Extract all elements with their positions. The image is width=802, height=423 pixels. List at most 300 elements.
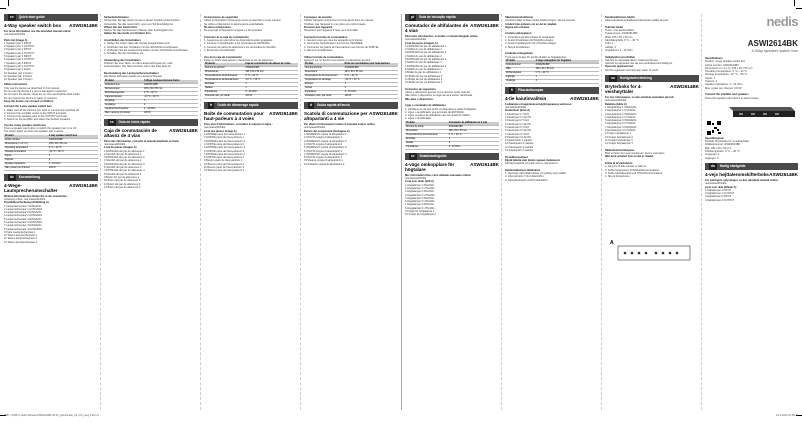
table-cell: Température de fonctionnement bbox=[304, 75, 344, 79]
text-line: Driftstemperatur: 0 °C ~ 40 °C bbox=[705, 150, 740, 154]
text-line: Inputs: 1 bbox=[705, 76, 715, 80]
text-line: Beschreibung des Lautsprecherumschalters bbox=[104, 72, 159, 76]
switch-box-figure bbox=[610, 240, 694, 266]
text-line: Osaluettelo (kuva A) bbox=[505, 109, 530, 113]
text-line: Mål: 195 x 60 x 55 mm bbox=[705, 146, 732, 150]
text-line: Instruções de segurança bbox=[405, 87, 436, 91]
section-header: fi Pika-aloitusopas bbox=[505, 87, 599, 94]
text-line: 12 Speaker pair 4 button bbox=[4, 78, 33, 82]
table-cell: 4 bbox=[244, 87, 298, 91]
text-line: ned.is/aswi2614bk bbox=[405, 38, 427, 42]
text-line: Tulot: 1 bbox=[605, 42, 614, 46]
table-cell: Temperatura de almacenamiento bbox=[204, 79, 244, 83]
spec-table bbox=[304, 63, 398, 99]
table-cell: 195 x 60 x 55 mm bbox=[244, 71, 298, 75]
text-line: Setzen Sie das Gerät keinem Wasser oder Feuchtigkeit aus. bbox=[104, 29, 174, 33]
table-cell: 4 - 16 Ohm bbox=[143, 107, 198, 111]
text-line: 5 Høyttalerpar 3 INNGANG bbox=[605, 119, 637, 123]
text-line: 9 Knapp för högtalarpar 1 bbox=[405, 209, 435, 213]
text-line: Pour plus d'informations, consultez le manuel en ligne : bbox=[204, 123, 273, 127]
text-line: Deleliste (bilde A) bbox=[605, 102, 627, 106]
table-cell: Número de artigo bbox=[405, 125, 448, 129]
text-line: 2 USCITA coppia di altoparlanti 1 bbox=[304, 136, 343, 140]
text-line: 9 Botón del par de altavoces 1 bbox=[104, 175, 140, 179]
section-title: 4-Way speaker switch box ASWI2614BK bbox=[4, 23, 98, 28]
text-line: Liste des pièces (image A) bbox=[204, 129, 237, 133]
text-line: 9 Bouton paire de haut-parleurs 1 bbox=[204, 159, 243, 163]
text-line: Connect the amplifier and speakers bbox=[705, 93, 749, 97]
text-line: Para más información, consulte el manual ampliado en línea: bbox=[104, 139, 180, 143]
table-cell: Temperatura de funcionamiento bbox=[204, 75, 244, 79]
text-line: 2 SORTIE paire de haut-parleurs 1 bbox=[204, 136, 245, 140]
switch-box-drawing bbox=[725, 104, 795, 118]
text-line: ned.is/aswi2614bk bbox=[405, 177, 427, 181]
text-block bbox=[4, 30, 98, 37]
text-line: Artikkelnummer: ASWI2614BK bbox=[705, 143, 741, 147]
spec-table bbox=[104, 80, 198, 116]
text-line: 10 Bouton paire de haut-parleurs 2 bbox=[204, 162, 245, 166]
text-line: 8 Högtalarpar 4 UTGÅNG bbox=[405, 206, 435, 210]
parts-list bbox=[4, 39, 98, 82]
table-cell: Température de stockage bbox=[304, 79, 344, 83]
text-line: 11 Bouton paire de haut-parleurs 3 bbox=[204, 166, 244, 170]
text-line: 5 ENTRADA do par de altifalantes 3 bbox=[405, 58, 447, 62]
text-block bbox=[605, 96, 699, 178]
table-cell: 1 bbox=[48, 154, 98, 158]
table-cell: Boîte de commutation pour haut-parleurs bbox=[344, 63, 398, 67]
figure-label: A bbox=[610, 240, 614, 246]
table-cell: Sorties bbox=[304, 87, 344, 91]
text-line: Die Tasten aktivieren jeweils ein Lautsprecherpaar. bbox=[104, 75, 163, 79]
table-cell: Mått bbox=[505, 67, 535, 71]
table-cell: 100 W bbox=[48, 166, 98, 170]
spec-table bbox=[204, 63, 298, 99]
text-line: 4. Schalten Sie den Verstärker ein. bbox=[104, 52, 144, 56]
text-line: 3 Kaiutinpari 2 TULO bbox=[505, 119, 530, 123]
text-line: 2 Speaker pair 1 OUTPUT bbox=[4, 45, 35, 49]
text-line: Do not expose the device to water or moisture. bbox=[4, 96, 58, 100]
table-cell: ASWI2614BK bbox=[143, 83, 198, 87]
text-line: Spesifikasjoner bbox=[705, 136, 725, 140]
text-line: 7 ENTRADA do par de altifalantes 4 bbox=[405, 64, 447, 68]
text-line: Dimensions (l x w x h): 195 x 60 x 55 mm bbox=[705, 66, 753, 70]
text-line: 7 INGRESSO coppia di altoparlanti 4 bbox=[304, 152, 347, 156]
text-line: 4. Ligue o amplificador. bbox=[405, 117, 432, 121]
text-line: 12 Bouton paire de haut-parleurs 4 bbox=[204, 169, 245, 173]
text-line: 2 Kaiutinpari 1 LÄHTÖ bbox=[505, 116, 531, 120]
crop-mark bbox=[0, 8, 6, 9]
table-row bbox=[104, 111, 198, 115]
text-line: 9 Pulsante coppia di altoparlanti 1 bbox=[304, 159, 343, 163]
section-header: en Quick start guide bbox=[4, 14, 98, 21]
text-line: Impedanssi: 4 - 16 Ohm bbox=[605, 48, 633, 52]
text-line: Storage temperature: -10 °C ~ 50 °C bbox=[705, 73, 748, 77]
text-line: 9 Kaiutinparin 1 painike bbox=[505, 139, 532, 143]
section-header: it Guida rapida all'avvio bbox=[304, 102, 398, 109]
text-line: Mitat: 195 x 60 x 55 mm bbox=[605, 35, 633, 39]
text-line: 8 Speaker pair 4 OUTPUT bbox=[4, 64, 35, 68]
text-line: Max. power per channel: 100 W bbox=[705, 86, 742, 90]
text-line: 3 ENTRADA do par de altifalantes 2 bbox=[405, 51, 447, 55]
text-line: 1. Assurez-vous que tous les appareils sont éteints. bbox=[304, 39, 364, 43]
table-cell: ASWI2614BK bbox=[448, 125, 499, 129]
text-line: 7 Lautsprecherpaar 4 EINGANG bbox=[4, 224, 42, 228]
text-block bbox=[405, 174, 499, 217]
table-cell: 1 bbox=[344, 83, 398, 87]
table-cell: 195 x 60 x 55 mm bbox=[48, 142, 98, 146]
text-line: Conexión de la caja de conmutación bbox=[204, 35, 249, 39]
text-line: Speaker impedance: 4 - 16 Ohm bbox=[705, 83, 743, 87]
table-cell: 0 °C ~ 40 °C bbox=[448, 133, 499, 137]
text-line: 11 Taste Lautsprecherpaar 3 bbox=[4, 237, 37, 241]
text-line: Turvallisuusohjeet bbox=[505, 155, 528, 159]
text-line: 3. Conecte los pares de altavoces a los terminales de SALIDA. bbox=[204, 45, 277, 49]
text-line: 8 Lautsprecherpaar 4 AUSGANG bbox=[4, 227, 43, 231]
text-line: 6 Speaker pair 3 OUTPUT bbox=[4, 58, 35, 62]
text-line: Kaiutinvalitsimen liittäminen bbox=[505, 168, 541, 172]
text-line: For more information see the extended manual online: bbox=[4, 30, 72, 33]
text-line: 11 Speaker pair 3 button bbox=[4, 74, 33, 78]
spec-table bbox=[405, 122, 499, 150]
text-line: Elenco dei componenti (immagine A) bbox=[304, 129, 350, 133]
text-line: 1 ENTRADA do par de altifalantes 1 bbox=[405, 44, 447, 48]
section-header: pt Guia de iniciação rápida bbox=[405, 14, 499, 21]
text-line: Använda omkopplaren bbox=[505, 52, 533, 56]
print-footer bbox=[0, 412, 802, 420]
table-cell: 195 x 60 x 55 mm bbox=[143, 87, 198, 91]
text-line: Do not use the device if a part is damaged or defective. bbox=[4, 90, 68, 94]
brand-logo: nedis bbox=[766, 14, 798, 29]
text-line: Verwenden Sie das Gerät nur wie in dieser Anleitung beschrieben. bbox=[104, 19, 181, 23]
table-cell: Saídas bbox=[405, 141, 448, 145]
text-block bbox=[705, 137, 798, 160]
table-cell: 4 - 16 Ohm bbox=[48, 162, 98, 166]
text-line: The button lights up when the speaker pair is active. bbox=[4, 130, 64, 134]
text-line: 8 Høyttalerpar 4 UTGANG bbox=[605, 129, 636, 133]
text-line: 9 Knapp høyttalerpar 1 bbox=[605, 132, 632, 136]
text-line: Tryck på en knapp för att slå på eller av högtalarparet. bbox=[505, 55, 568, 59]
table-cell: Speaker impedance bbox=[4, 162, 48, 166]
table-cell: Storage temperature bbox=[4, 150, 48, 154]
text-line: ned.is/aswi2614bk bbox=[104, 142, 126, 146]
spec-table bbox=[4, 135, 98, 171]
text-line: 3 ENTRADA del par de altavoces 2 bbox=[104, 156, 145, 160]
table-cell: 4 bbox=[448, 141, 499, 145]
table-cell: Caja de conmutación de altavoz de 4 vías bbox=[244, 63, 298, 67]
table-row bbox=[505, 79, 599, 83]
text-line: 7 Högtalarpar 4 INGÅNG bbox=[405, 203, 434, 207]
text-line: 4 Speaker pair 2 OUTPUT bbox=[4, 51, 35, 55]
text-line: 3 Høyttalerpar 2 INNGANG bbox=[605, 112, 637, 116]
table-cell: 100 W bbox=[244, 95, 298, 99]
text-line: 1. Kontrollera att alla enheter är avstängda. bbox=[505, 35, 555, 39]
text-line: 5 Högtalarpar 3 INGÅNG bbox=[405, 196, 434, 200]
section-title: Bryterboks for 4-veishøyttaler ASWI2614BK bbox=[605, 84, 699, 95]
text-line: 3. Connect the speaker pairs to the OUTPUT terminals. bbox=[4, 115, 68, 119]
panel-pt-sv bbox=[405, 14, 499, 410]
text-line: For mer informasjon, se den utvidede manualen på nett: bbox=[605, 96, 675, 100]
fold-line bbox=[401, 14, 402, 410]
text-line: 4 SAÍDA do par de altifalantes 2 bbox=[405, 54, 442, 58]
text-line: No abra el dispositivo. bbox=[204, 25, 232, 29]
text-line: 2 SAÍDA do par de altifalantes 1 bbox=[405, 48, 442, 52]
text-block bbox=[104, 140, 198, 189]
crop-mark bbox=[796, 8, 802, 9]
table-cell: 0 °C ~ 40 °C bbox=[344, 75, 398, 79]
fold-line bbox=[501, 14, 502, 410]
text-line: 2. Connectez l'amplificateur aux bornes d'ENTRÉE. bbox=[304, 42, 364, 46]
section-title: Caja de conmutación de altavoz de 4 vías ASWI2614BK bbox=[104, 127, 198, 138]
table-cell: 4 bbox=[48, 158, 98, 162]
text-block bbox=[405, 35, 499, 121]
text-line: Open het apparaat niet. bbox=[605, 65, 634, 69]
text-line: Produkt: Bryterboks for 4-veishøyttaler bbox=[705, 140, 750, 144]
table-cell: Betriebstemperatur bbox=[104, 91, 143, 95]
safety-instructions bbox=[4, 83, 98, 103]
text-line: No exponga el dispositivo al agua o a la humedad. bbox=[204, 29, 263, 33]
text-line: Safety instructions bbox=[4, 83, 28, 87]
text-line: 3. Liitä kaiutinparit LÄHTÖ-liitäntöihin. bbox=[505, 178, 549, 182]
text-line: Anleitung online: ned.is/aswi2614bk bbox=[4, 197, 46, 201]
text-line: 7 Høyttalerpar 4 INNGANG bbox=[605, 125, 637, 129]
fold-line bbox=[701, 14, 702, 410]
table-cell: Ingångar bbox=[505, 75, 535, 79]
text-line: 3. Connectez les paires de haut-parleurs aux bornes de SORTIE. bbox=[304, 45, 379, 49]
text-line: Verwenden Sie das Gerät nicht, wenn ein Teil beschädigt ist. bbox=[104, 22, 174, 26]
table-row bbox=[304, 95, 398, 99]
text-line: 12 Taste Lautsprecherpaar 4 bbox=[4, 240, 37, 244]
qr-code bbox=[707, 121, 721, 135]
text-line: 11 Knapp høyttalerpar 3 bbox=[605, 138, 633, 142]
table-cell: 1 bbox=[244, 83, 298, 87]
text-line: Ikke bruk enheten hvis en del er skadet. bbox=[605, 155, 655, 159]
table-cell: Lagertemperatur bbox=[104, 95, 143, 99]
text-line: 4 Høyttalerpar 2 UTGANG bbox=[605, 115, 636, 119]
text-line: Utilize o dispositivo apenas como descrito neste manual. bbox=[405, 91, 471, 95]
text-line: 2. Ligue o amplificador aos terminais de ENTRADA. bbox=[405, 110, 465, 114]
text-block bbox=[104, 16, 198, 79]
table-cell: Produto bbox=[405, 122, 448, 126]
table-cell: Dimensions bbox=[304, 71, 344, 75]
text-line: 12 Botão do par de altifalantes 4 bbox=[405, 81, 443, 85]
text-line: 1. Stellen Sie sicher, dass alle Geräte ausgeschaltet sind. bbox=[104, 42, 171, 46]
text-line: Älä käytä laitetta, jos jokin osa on vaurioitunut. bbox=[505, 162, 559, 166]
table-cell: 1 bbox=[448, 137, 499, 141]
text-line: 7 ENTRADA del par de altavoces 4 bbox=[104, 169, 145, 173]
table-cell: Puissance max. par canal bbox=[304, 95, 344, 99]
table-cell: 4 - 16 Ohm bbox=[448, 145, 499, 149]
text-line: Ligar o comutador de altifalantes bbox=[405, 104, 446, 108]
text-line: Koble til bryterboksen bbox=[605, 161, 633, 165]
text-line: 10 Knapp høyttalerpar 2 bbox=[605, 135, 633, 139]
text-line: 3 INGRESSO coppia di altoparlanti 2 bbox=[304, 139, 347, 143]
text-line: No utilice el dispositivo si alguna pieza está dañada. bbox=[204, 22, 264, 26]
section-title: 4-vägs omkopplare för högtalare ASWI2614BK bbox=[405, 161, 499, 172]
section-header: de Kurzanleitung bbox=[4, 174, 98, 181]
text-line: Använd inte enheten om en del är skadad. bbox=[505, 22, 557, 26]
text-line: Käytä laitetta vain tämän oppaan mukaisesti. bbox=[505, 158, 561, 162]
text-line: 2 SALIDA del par de altavoces 1 bbox=[104, 152, 142, 156]
table-cell: ASWI2614BK bbox=[344, 67, 398, 71]
table-cell: Dimensiones bbox=[204, 71, 244, 75]
table-cell: Product bbox=[4, 135, 48, 139]
text-line: 10 Knapp för högtalarpar 2 bbox=[405, 213, 436, 217]
text-line: Använd endast enheten enligt beskrivningen i denna manual. bbox=[505, 19, 576, 23]
text-line: 1 Højttalerpar 1 INPUT bbox=[705, 188, 732, 192]
product-subtitle: 4-Way speaker switch box bbox=[751, 48, 798, 53]
text-line: 11 Botón del par de altavoces 3 bbox=[104, 182, 141, 186]
text-block bbox=[304, 16, 398, 62]
footer-left: 9607 | ASW3 | Nedis Manual ASWI2614BK 96.ID_QuickGuide_A4 | A3_Lang.indd 1-2 bbox=[4, 414, 99, 417]
text-line: 2 Høyttalerpar 1 UTGANG bbox=[605, 109, 636, 113]
panel-cover bbox=[705, 14, 798, 410]
table-cell: Lautsprecherimpedanz bbox=[104, 107, 143, 111]
product-illustration bbox=[725, 104, 795, 118]
text-line: 1 Kaiutinpari 1 TULO bbox=[505, 112, 530, 116]
table-cell: 0 °C ~ 40 °C bbox=[143, 91, 198, 95]
text-line: 4 Højttalerpar 2 OUTPUT bbox=[705, 198, 735, 202]
section-header: sv Snabbstartsguide bbox=[405, 153, 499, 160]
text-line: 5 Speaker pair 3 INPUT bbox=[4, 55, 32, 59]
table-cell: 1 bbox=[535, 75, 599, 79]
text-line: Öffnen Sie das Gerät nicht. bbox=[104, 25, 138, 29]
table-cell: Potencia máx. por canal bbox=[204, 95, 244, 99]
text-line: 4 Lautsprecherpaar 2 AUSGANG bbox=[4, 214, 43, 218]
text-line: Liste over dele (billede A) bbox=[705, 185, 737, 189]
table-row bbox=[405, 145, 499, 149]
table-cell: Produkt bbox=[104, 80, 143, 84]
text-line: Gebruik het apparaat alleen zoals beschreven. bbox=[605, 58, 659, 62]
table-cell: 1 bbox=[143, 99, 198, 103]
text-line: Specifications bbox=[705, 57, 723, 60]
table-cell: 4 bbox=[535, 79, 599, 83]
text-line: 3 Lautsprecherpaar 2 EINGANG bbox=[4, 211, 42, 215]
text-line: Halten Sie das Gerät von Kindern fern. bbox=[104, 32, 152, 36]
text-line: ned.is/aswi2614bk bbox=[204, 126, 226, 130]
text-line: 4 USCITA coppia di altoparlanti 2 bbox=[304, 142, 343, 146]
text-line: 4. Encienda el amplificador. bbox=[204, 48, 236, 52]
text-line: Appuyez sur un bouton pour activer ou désactiver la paire. bbox=[304, 58, 372, 62]
text-line: 8 SALIDA del par de altavoces 4 bbox=[104, 172, 142, 176]
table-cell: 0 °C ~ 40 °C bbox=[535, 71, 599, 75]
text-line: 2. Verbinden Sie den Verstärker mit den EINGANG-Anschlüssen. bbox=[104, 45, 179, 49]
text-line: 6 Kaiutinpari 3 LÄHTÖ bbox=[505, 129, 531, 133]
text-line: 6 Høyttalerpar 3 UTGANG bbox=[605, 122, 636, 126]
text-line: Utilice el dispositivo únicamente como se describe en este manual. bbox=[204, 19, 281, 23]
text-line: Anschließen des Umschalters bbox=[104, 39, 141, 43]
fold-line bbox=[300, 14, 301, 410]
text-line: 1 Høyttalerpar 1 INNGANG bbox=[605, 105, 637, 109]
text-line: 5 ENTRÉE paire de haut-parleurs 3 bbox=[204, 146, 245, 150]
text-line: N'exposez pas l'appareil à l'eau ou à l'humidité. bbox=[304, 29, 359, 33]
text-line: Weitere Informationen finden Sie in der erweiterten bbox=[4, 194, 67, 198]
text-line: 4. Slå på forsterkeren. bbox=[605, 175, 631, 179]
text-line: Produktbeschreibung (Abbildung A) bbox=[4, 201, 49, 205]
table-cell: -10 °C ~ 50 °C bbox=[244, 79, 298, 83]
table-cell: Abmessungen bbox=[104, 87, 143, 91]
crop-mark bbox=[794, 0, 795, 6]
table-cell: Produkt bbox=[505, 60, 535, 64]
text-line: Outputs: 4 bbox=[705, 80, 717, 84]
qr-code-icon bbox=[707, 121, 721, 135]
text-line: Uso de la caja de conmutación bbox=[204, 55, 242, 59]
text-line: 12 Botón del par de altavoces 4 bbox=[104, 185, 141, 189]
table-cell: Comutador de altifalantes de 4 vias bbox=[448, 122, 499, 126]
text-line: ned.is/aswi2614bk bbox=[705, 182, 727, 186]
panel-de-es bbox=[104, 14, 198, 410]
section-title: 4-vejs højttaleromskifterboks ASWI2614BK bbox=[705, 171, 798, 177]
text-line: Lista över delar (bild A) bbox=[405, 180, 434, 184]
text-line: Utiliser la boîte de commutation bbox=[304, 55, 344, 59]
text-line: 3 ENTRÉE paire de haut-parleurs 2 bbox=[204, 139, 245, 143]
text-line: For yderligere oplysninger, se den udvidede manual online: bbox=[705, 178, 779, 182]
text-line: 8 Kaiutinpari 4 LÄHTÖ bbox=[505, 135, 531, 139]
text-line: 5 INGRESSO coppia di altoparlanti 3 bbox=[304, 146, 347, 150]
text-line: 5 Kaiutinpari 3 TULO bbox=[505, 125, 530, 129]
panel-en-de bbox=[4, 14, 98, 410]
text-line: Connect the 4-way speaker switch box bbox=[4, 105, 52, 109]
text-line: 2. Liitä vahvistin TULO-liitäntöihin. bbox=[505, 175, 545, 179]
text-line: Sikkerhetsinstruksjoner bbox=[605, 148, 635, 152]
text-line: Innganger: 1 bbox=[705, 153, 720, 157]
table-cell: Max. Leistung pro Kanal bbox=[104, 111, 143, 115]
text-line: Product: 4-way speaker switch box bbox=[705, 60, 746, 64]
table-cell: Inputs bbox=[4, 154, 48, 158]
fold-line bbox=[200, 14, 201, 410]
section-header: fr Guide de démarrage rapide bbox=[204, 102, 298, 109]
text-line: 6 SAÍDA do par de altifalantes 3 bbox=[405, 61, 442, 65]
text-line: 9 Botão do par de altifalantes 1 bbox=[405, 71, 441, 75]
table-cell: ASWI2614BK bbox=[244, 67, 298, 71]
text-line: 10 Pulsante coppia di altoparlanti 2 bbox=[304, 162, 345, 166]
text-line: Tekniset tiedot bbox=[605, 25, 624, 29]
fold-line bbox=[601, 14, 602, 410]
product-model: ASWI2614BK bbox=[747, 39, 798, 48]
connect-instructions bbox=[4, 105, 98, 121]
crop-mark bbox=[8, 0, 9, 6]
text-line: Käyttölämpötila: 0 °C ~ 40 °C bbox=[605, 39, 639, 43]
table-row bbox=[204, 95, 298, 99]
text-line: Tuotenumero: ASWI2614BK bbox=[605, 32, 638, 36]
text-line: Use the 4-way speaker switch box bbox=[4, 123, 46, 127]
text-line: 4 Högtalarpar 2 UTGÅNG bbox=[405, 193, 435, 197]
table-cell: Operating temperature bbox=[4, 146, 48, 150]
section-title: Scatola di commutazione per altoparlanti a 4 vie ASWI2614BK bbox=[304, 111, 398, 122]
table-cell: 0 °C ~ 40 °C bbox=[244, 75, 298, 79]
text-line: Lista de peças (imagem A) bbox=[405, 41, 438, 45]
text-line: Do not open the device; there are no user serviceable parts inside. bbox=[4, 93, 81, 97]
text-line: Lisätietoja on laajemmassa käyttöoppaassa verkossa: bbox=[505, 102, 572, 106]
text-line: Pulse un botón para activar o desactivar el par de altavoces. bbox=[204, 58, 274, 62]
text-line: 1 Lautsprecherpaar 1 EINGANG bbox=[4, 204, 42, 208]
text-line: 4 SORTIE paire de haut-parleurs 2 bbox=[204, 142, 245, 146]
text-line: 6 Högtalarpar 3 UTGÅNG bbox=[405, 200, 435, 204]
text-line: 4. Switch on the amplifier and select the desired speakers. bbox=[4, 118, 72, 122]
table-cell: Article number bbox=[4, 138, 48, 142]
table-cell: Impedancia bbox=[204, 91, 244, 95]
text-line: Stel het apparaat niet bloot aan water of vocht. bbox=[605, 68, 659, 72]
text-line: 1 ENTRADA del par de altavoces 1 bbox=[104, 149, 145, 153]
table-cell: 4-vägs omkopplare för högtalare bbox=[535, 60, 599, 64]
text-line: 12 Kaiutinparin 4 painike bbox=[505, 149, 534, 153]
text-line: 1. Asegúrese de que todos los dispositivos estén apagados. bbox=[204, 39, 273, 43]
text-line: 2 Højttalerpar 1 OUTPUT bbox=[705, 192, 735, 196]
text-line: 1 ENTRÉE paire de haut-parleurs 1 bbox=[204, 133, 245, 137]
text-line: 10 Speaker pair 2 button bbox=[4, 71, 33, 75]
text-line: ned.is/aswi2614bk bbox=[4, 33, 26, 37]
table-cell: Dimensions (l x w x h) bbox=[4, 142, 48, 146]
table-row bbox=[4, 166, 98, 170]
